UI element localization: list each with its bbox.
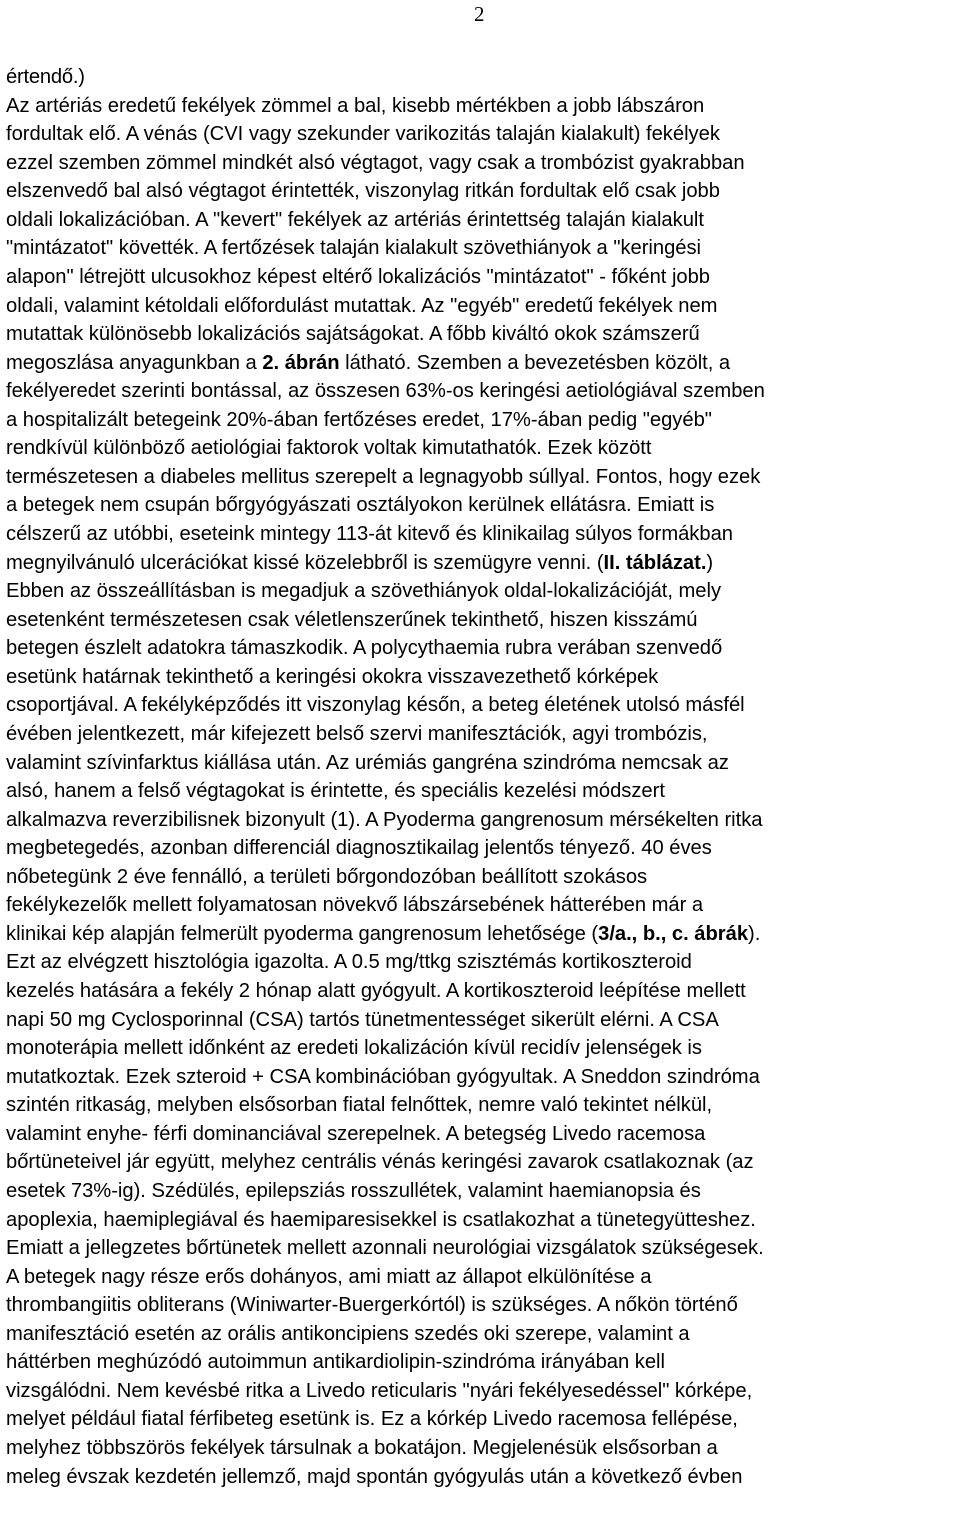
text-segment: A betegek nagy része erős dohányos, ami miatt az állapot elkülönítése a xyxy=(6,1265,652,1288)
text-segment: célszerű az utóbbi, eseteink mintegy 113-át kitevő és klinikailag súlyos formákban xyxy=(6,523,733,545)
text-line xyxy=(6,663,958,692)
text-line xyxy=(6,720,958,749)
text-line xyxy=(6,1063,958,1092)
bold-reference: 2. ábrán xyxy=(262,351,340,374)
text-segment: évében jelentkezett, már kifejezett belső szervi manifesztációk, agyi trombózis, xyxy=(6,722,708,745)
text-segment: klinikai kép alapján felmerült pyoderma gangrenosum lehetősége ( xyxy=(6,922,599,945)
text-line xyxy=(6,606,958,635)
text-segment: esetek 73%-ig). Szédülés, epilepsziás rosszullétek, valamint haemianopsia és xyxy=(6,1179,701,1202)
text-line xyxy=(6,1177,958,1206)
text-segment: megbetegedés, azonban differenciál diagnosztikailag jelentős tényező. 40 éves xyxy=(6,837,712,860)
text-segment: megnyilvánuló ulcerációkat kissé közelebbről is szemügyre venni. ( xyxy=(6,551,604,574)
text-segment: Emiatt a jellegzetes bőrtünetek mellett azonnali neurológiai vizsgálatok szükségesek. xyxy=(6,1237,764,1260)
text-line xyxy=(6,491,958,520)
text-line xyxy=(6,263,958,292)
text-line xyxy=(6,434,958,463)
text-line xyxy=(6,1034,958,1063)
text-segment: csoportjával. A fekélyképződés itt viszonylag későn, a beteg életének utolsó másfél xyxy=(6,694,745,717)
text-line xyxy=(6,1148,958,1177)
text-segment: betegen észlelt adatokra támaszkodik. A polycythaemia rubra verában szenvedő xyxy=(6,637,723,660)
text-line xyxy=(6,520,958,549)
text-segment: ezzel szemben zömmel mindkét alsó végtagot, vagy csak a trombózist gyakrabban xyxy=(6,151,745,174)
text-segment: oldali, valamint kétoldali előfordulást mutattak. Az "egyéb" eredetű fekélyek nem xyxy=(6,294,718,317)
text-segment: nőbetegünk 2 éve fennálló, a területi bőrgondozóban beállított szokásos xyxy=(6,865,648,888)
text-segment: melyhez többszörös fekélyek társulnak a bokatájon. Megjelenésük elsősorban a xyxy=(6,1437,718,1459)
text-segment: alapon" létrejött ulcusokhoz képest eltérő lokalizációs "mintázatot" - főként jobb xyxy=(6,265,711,288)
text-segment: Az artériás eredetű fekélyek zömmel a bal, kisebb mértékben a jobb lábszáron xyxy=(6,94,705,117)
text-segment: a hospitalizált betegeink 20%-ában fertőzéses eredet, 17%-ában pedig "egyéb" xyxy=(6,408,712,431)
text-segment: háttérben meghúzódó autoimmun antikardiolipin-szindróma irányában kell xyxy=(6,1351,665,1374)
text-line xyxy=(6,406,958,435)
text-segment: látható. Szemben a bevezetésben közölt, a xyxy=(339,351,731,374)
text-segment: kezelés hatására a fekély 2 hónap alatt gyógyult. A kortikoszteroid leépítése mellett xyxy=(6,980,746,1002)
text-line xyxy=(6,1463,958,1492)
text-line xyxy=(6,120,958,149)
text-line xyxy=(6,377,958,406)
text-segment: Ebben az összeállításban is megadjuk a szövethiányok oldal-lokalizációját, mely xyxy=(6,580,722,603)
text-segment: mutattak különösebb lokalizációs sajátságokat. A főbb kiváltó okok számszerű xyxy=(6,323,700,346)
text-line xyxy=(6,1434,958,1463)
text-segment: bőrtüneteivel jár együtt, melyhez centrális vénás keringési zavarok csatlakoznak (az xyxy=(6,1151,754,1174)
text-line xyxy=(6,1348,958,1377)
text-line xyxy=(6,234,958,263)
text-line xyxy=(6,320,958,349)
text-segment: manifesztáció esetén az orális antikoncipiens szedés oki szerepe, valamint a xyxy=(6,1322,690,1345)
text-segment: oldali lokalizációban. A "kevert" fekélyek az artériás érintettség talaján kialakult xyxy=(6,208,704,231)
text-segment: fekélykezelők mellett folyamatosan növekvő lábszársebének hátterében már a xyxy=(6,894,704,917)
text-segment: elszenvedő bal alsó végtagot érintették, viszonylag ritkán fordultak elő csak jobb xyxy=(6,180,720,203)
text-line xyxy=(6,1291,958,1320)
text-segment: rendkívül különböző aetiológiai faktorok voltak kimutathatók. Ezek között xyxy=(6,437,652,460)
text-line xyxy=(6,691,958,720)
text-segment: napi 50 mg Cyclosporinnal (CSA) tartós tünetmentességet sikerült elérni. A CSA xyxy=(6,1008,719,1031)
text-segment: alsó, hanem a felső végtagokat is érintette, és speciális kezelési módszert xyxy=(6,780,665,803)
text-line xyxy=(6,977,958,1006)
text-line xyxy=(6,177,958,206)
bold-reference: 3/a., b., c. ábrák xyxy=(598,922,749,945)
text-line xyxy=(6,577,958,606)
body-text xyxy=(6,63,958,1491)
text-segment: vizsgálódni. Nem kevésbé ritka a Livedo reticularis "nyári fekélyesedéssel" kórképe, xyxy=(6,1379,753,1402)
text-segment: thrombangiitis obliterans (Winiwarter-Buergerkórtól) is szükséges. A nőkön történő xyxy=(6,1294,738,1317)
text-line xyxy=(6,149,958,178)
text-line xyxy=(6,463,958,492)
text-segment: apoplexia, haemiplegiával és haemiparesisekkel is csatlakozhat a tünetegyütteshez. xyxy=(6,1208,756,1231)
text-line xyxy=(6,834,958,863)
text-line xyxy=(6,891,958,920)
text-segment: esetenként természetesen csak véletlenszerűnek tekinthető, hiszen kisszámú xyxy=(6,608,698,631)
text-line xyxy=(6,863,958,892)
text-segment: megoszlása anyagunkban a xyxy=(6,351,263,374)
text-line xyxy=(6,749,958,778)
text-segment: melyet például fiatal férfibeteg esetünk is. Ez a kórkép Livedo racemosa fellépése, xyxy=(6,1408,738,1431)
text-segment: esetünk határnak tekinthető a keringési okokra visszavezethető kórképek xyxy=(6,665,659,688)
text-segment: valamint szívinfarktus kiállása után. Az urémiás gangréna szindróma nemcsak az xyxy=(6,751,729,774)
text-line xyxy=(6,948,958,977)
text-segment: meleg évszak kezdetén jellemző, majd spontán gyógyulás után a következő évben xyxy=(6,1465,743,1488)
text-segment: Ezt az elvégzett hisztológia igazolta. A 0.5 mg/ttkg szisztémás kortikoszteroid xyxy=(6,951,692,974)
text-line xyxy=(6,1206,958,1235)
text-segment: "mintázatot" követték. A fertőzések talaján kialakult szövethiányok a "keringési xyxy=(6,237,702,260)
text-line xyxy=(6,292,958,321)
text-line xyxy=(6,63,958,92)
text-segment: természetesen a diabeles mellitus szerepelt a legnagyobb súllyal. Fontos, hogy ezek xyxy=(6,465,761,488)
text-line xyxy=(6,1091,958,1120)
text-line xyxy=(6,634,958,663)
text-line xyxy=(6,1006,958,1035)
bold-reference: II. táblázat. xyxy=(603,551,707,574)
text-line xyxy=(6,806,958,835)
text-line xyxy=(6,1405,958,1434)
text-line xyxy=(6,777,958,806)
text-segment: fekélyeredet szerinti bontással, az összesen 63%-os keringési aetiológiával szemben xyxy=(6,380,765,403)
text-segment: alkalmazva reverzibilisnek bizonyult (1). A Pyoderma gangrenosum mérsékelten ritka xyxy=(6,808,763,831)
text-segment: fordultak elő. A vénás (CVI vagy szekunder varikozitás talaján kialakult) fekélyek xyxy=(6,123,720,146)
text-line xyxy=(6,1320,958,1349)
text-line xyxy=(6,349,958,378)
text-line xyxy=(6,206,958,235)
page-number: 2 xyxy=(474,2,485,26)
text-segment: a betegek nem csupán bőrgyógyászati osztályokon kerülnek ellátásra. Emiatt is xyxy=(6,494,715,517)
text-line xyxy=(6,1377,958,1406)
text-line xyxy=(6,1120,958,1149)
text-segment: monoterápia mellett időnként az eredeti lokalizáción kívül recidív jelenségek is xyxy=(6,1037,702,1060)
text-line xyxy=(6,920,958,949)
text-segment: értendő.) xyxy=(6,66,85,88)
text-segment: mutatkoztak. Ezek szteroid + CSA kombinációban gyógyultak. A Sneddon szindróma xyxy=(6,1065,760,1088)
text-line xyxy=(6,549,958,578)
text-segment: ). xyxy=(748,922,761,945)
text-segment: szintén ritkaság, melyben elsősorban fiatal felnőttek, nemre való tekintet nélkül, xyxy=(6,1094,713,1117)
text-line xyxy=(6,1263,958,1292)
text-line xyxy=(6,1234,958,1263)
text-segment: ) xyxy=(706,551,714,574)
text-line xyxy=(6,92,958,121)
text-segment: valamint enyhe- férfi dominanciával szerepelnek. A betegség Livedo racemosa xyxy=(6,1122,706,1145)
